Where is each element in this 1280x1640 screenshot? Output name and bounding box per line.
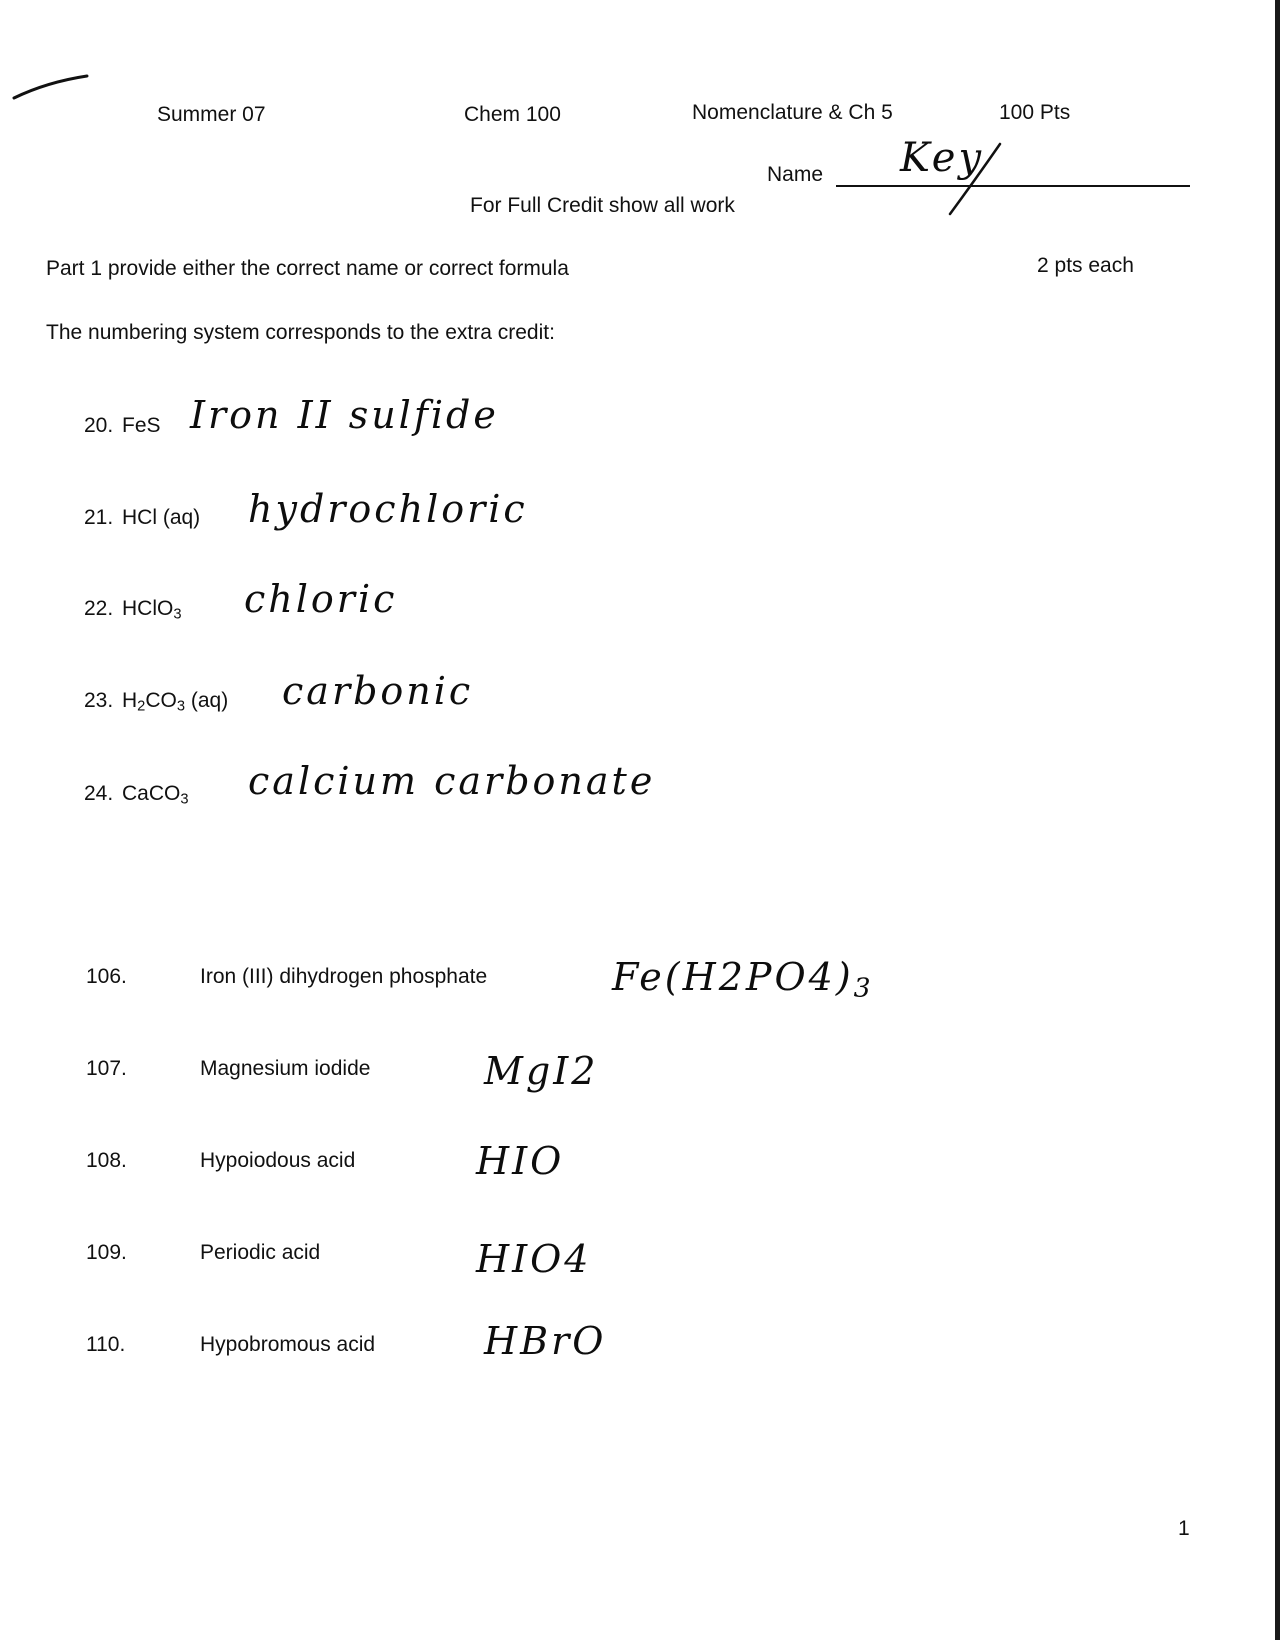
- item-formula: HCl (aq): [122, 506, 201, 529]
- item-number: 108.: [86, 1149, 127, 1172]
- item-number: 110.: [86, 1333, 126, 1356]
- key-slash-stroke: [940, 140, 1010, 220]
- name-label: Name: [767, 163, 824, 186]
- points-each-label: 2 pts each: [1037, 254, 1134, 277]
- total-points-label: 100 Pts: [999, 101, 1071, 124]
- item-number: 107.: [86, 1057, 127, 1080]
- topic-label: Nomenclature & Ch 5: [692, 101, 893, 124]
- item-name: Hypobromous acid: [200, 1333, 376, 1356]
- item-answer: carbonic: [282, 669, 474, 713]
- item-formula: CaCO$_3$: [122, 782, 189, 808]
- item-formula: FeS: [122, 414, 161, 437]
- item-name: Iron (III) dihydrogen phosphate: [200, 965, 488, 988]
- item-answer: hydrochloric: [248, 487, 528, 531]
- pen-stroke-mark: [12, 72, 92, 102]
- part1-heading: Part 1 provide either the correct name or correct formula: [46, 257, 569, 280]
- item-answer: MgI2: [484, 1049, 599, 1093]
- item-number: 21.: [84, 506, 114, 529]
- numbering-note: The numbering system corresponds to the extra credit:: [46, 321, 555, 344]
- name-line: [836, 185, 1190, 187]
- item-name: Magnesium iodide: [200, 1057, 371, 1080]
- item-name: Hypoiodous acid: [200, 1149, 356, 1172]
- instruction-text: For Full Credit show all work: [470, 194, 735, 217]
- item-answer: calcium carbonate: [248, 759, 656, 803]
- item-answer: $Fe(H2PO4)_3$: [612, 955, 874, 1004]
- name-answer: Key: [900, 135, 985, 181]
- item-number: 20.: [84, 414, 114, 437]
- item-answer: HIO: [476, 1139, 565, 1183]
- item-formula: $H_2CO_3$ (aq): [122, 689, 229, 715]
- item-name: Periodic acid: [200, 1241, 321, 1264]
- page-number: 1: [1178, 1517, 1190, 1540]
- item-formula: HClO$_3$: [122, 597, 182, 623]
- term-label: Summer 07: [157, 103, 266, 126]
- item-answer: chloric: [244, 577, 398, 621]
- item-number: 109.: [86, 1241, 127, 1264]
- course-label: Chem 100: [464, 103, 561, 126]
- item-answer: HIO4: [476, 1237, 592, 1281]
- item-answer: Iron II sulfide: [190, 393, 499, 437]
- item-answer: HBrO: [484, 1319, 607, 1363]
- item-number: 24.: [84, 782, 114, 805]
- item-number: 22.: [84, 597, 114, 620]
- item-number: 106.: [86, 965, 127, 988]
- scan-edge: [1275, 0, 1280, 1640]
- item-number: 23.: [84, 689, 114, 712]
